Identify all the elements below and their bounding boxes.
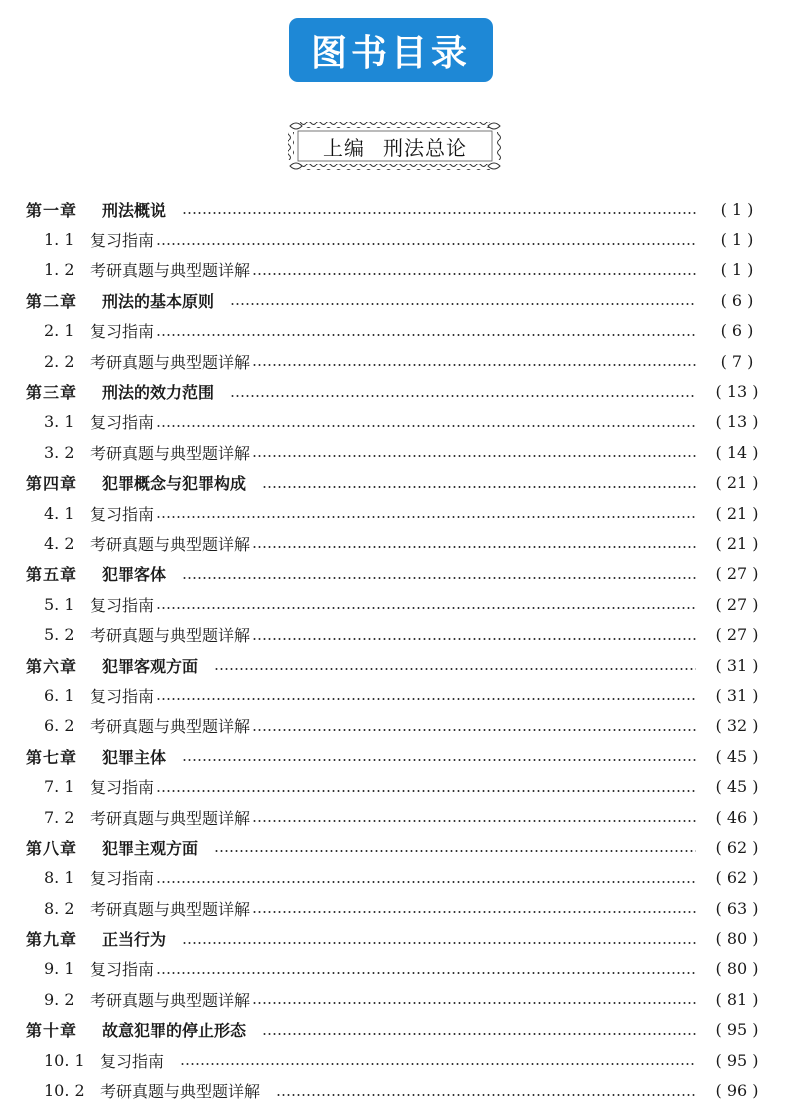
toc-entry-title: 考研真题与典型题详解: [100, 1082, 261, 1102]
toc-entry-number: 1. 1: [44, 230, 75, 250]
dot-leader: [156, 334, 696, 336]
toc-entry-title: 复习指南: [90, 869, 155, 889]
toc-entry-title: 故意犯罪的停止形态: [102, 1021, 247, 1041]
dot-leader: [156, 972, 696, 974]
toc-chapter-row[interactable]: [0, 923, 790, 953]
toc-entry-title: 复习指南: [90, 322, 155, 342]
toc-entry-title: 刑法的基本原则: [102, 291, 215, 311]
toc-section-row[interactable]: [0, 619, 790, 649]
dot-leader: [252, 729, 696, 731]
toc-page-number: ( 7 ): [720, 351, 754, 371]
toc-page-number: ( 96 ): [715, 1081, 759, 1101]
dot-leader: [252, 364, 696, 366]
toc-entry-number: 6. 1: [44, 685, 75, 705]
toc-entry-title: 复习指南: [90, 686, 155, 706]
dot-leader: [182, 759, 696, 761]
part-label: 上编: [323, 135, 365, 160]
toc-section-row[interactable]: [0, 802, 790, 832]
toc-entry-title: 考研真题与典型题详解: [90, 534, 251, 554]
toc-entry-title: 复习指南: [100, 1051, 165, 1071]
toc-page-number: ( 31 ): [715, 655, 759, 675]
part-heading-frame: [286, 120, 504, 172]
toc-chapter-row[interactable]: [0, 285, 790, 315]
toc-page-number: ( 46 ): [715, 807, 759, 827]
toc-entry-number: 1. 2: [44, 260, 75, 280]
toc-page-number: ( 1 ): [720, 230, 754, 250]
toc-page-number: ( 31 ): [715, 685, 759, 705]
dot-leader: [156, 516, 696, 518]
toc-section-row[interactable]: [0, 498, 790, 528]
toc-entry-number: 第一章: [26, 200, 78, 220]
toc-section-row[interactable]: [0, 954, 790, 984]
dot-leader: [182, 212, 696, 214]
toc-entry-title: 犯罪主观方面: [102, 838, 199, 858]
dot-leader: [214, 668, 696, 670]
toc-entry-number: 7. 2: [44, 807, 75, 827]
toc-chapter-row[interactable]: [0, 559, 790, 589]
toc-entry-number: 7. 1: [44, 777, 75, 797]
toc-section-row[interactable]: [0, 863, 790, 893]
toc-chapter-row[interactable]: [0, 650, 790, 680]
toc-page-number: ( 21 ): [715, 503, 759, 523]
toc-entry-title: 犯罪概念与犯罪构成: [102, 474, 247, 494]
toc-entry-number: 5. 2: [44, 625, 75, 645]
toc-entry-number: 4. 2: [44, 533, 75, 553]
part-name: 刑法总论: [383, 135, 467, 160]
toc-entry-number: 10. 1: [44, 1050, 85, 1070]
toc-entry-title: 复习指南: [90, 960, 155, 980]
dot-leader: [230, 395, 696, 397]
dot-leader: [214, 850, 696, 852]
toc-chapter-row[interactable]: [0, 832, 790, 862]
toc-page-number: ( 95 ): [715, 1050, 759, 1070]
toc-page-number: ( 62 ): [715, 868, 759, 888]
dot-leader: [180, 1063, 696, 1065]
toc-page-number: ( 21 ): [715, 473, 759, 493]
dot-leader: [262, 486, 696, 488]
toc-banner: [289, 18, 493, 82]
toc-entry-title: 复习指南: [90, 595, 155, 615]
toc-entry-title: 复习指南: [90, 413, 155, 433]
toc-section-row[interactable]: [0, 771, 790, 801]
banner-title: 图书目录: [310, 32, 471, 74]
toc-entry-title: 复习指南: [90, 504, 155, 524]
toc-entry-title: 考研真题与典型题详解: [90, 808, 251, 828]
toc-entry-number: 5. 1: [44, 594, 75, 614]
toc-entry-number: 2. 1: [44, 321, 75, 341]
dot-leader: [252, 546, 696, 548]
toc-chapter-row[interactable]: [0, 468, 790, 498]
toc-page-number: ( 6 ): [720, 290, 754, 310]
toc-entry-number: 第十章: [26, 1021, 78, 1041]
toc-page-number: ( 21 ): [715, 533, 759, 553]
toc-section-row[interactable]: [0, 589, 790, 619]
dot-leader: [252, 638, 696, 640]
toc-page-number: ( 1 ): [720, 199, 754, 219]
toc-entry-number: 4. 1: [44, 503, 75, 523]
dot-leader: [156, 425, 696, 427]
toc-entry-number: 第九章: [26, 930, 78, 950]
toc-entry-title: 刑法概说: [102, 200, 167, 220]
toc-entry-number: 第七章: [26, 747, 78, 767]
toc-entry-title: 考研真题与典型题详解: [90, 352, 251, 372]
toc-entry-number: 6. 2: [44, 716, 75, 736]
dot-leader: [252, 1002, 696, 1004]
toc-entry-title: 考研真题与典型题详解: [90, 626, 251, 646]
toc-entry-title: 考研真题与典型题详解: [90, 443, 251, 463]
toc-page-number: ( 45 ): [715, 777, 759, 797]
toc-entry-number: 第八章: [26, 838, 78, 858]
toc-page-number: ( 13 ): [715, 412, 759, 432]
dot-leader: [252, 911, 696, 913]
toc-entry-number: 3. 1: [44, 412, 75, 432]
toc-page-number: ( 45 ): [715, 746, 759, 766]
toc-entry-title: 考研真题与典型题详解: [90, 990, 251, 1010]
toc-section-row[interactable]: [0, 255, 790, 285]
toc-page-number: ( 13 ): [715, 382, 759, 402]
toc-section-row[interactable]: [0, 316, 790, 346]
toc-entry-number: 第四章: [26, 474, 78, 494]
dot-leader: [252, 455, 696, 457]
toc-entry-title: 复习指南: [90, 231, 155, 251]
toc-page-number: ( 14 ): [715, 442, 759, 462]
toc-section-row[interactable]: [0, 984, 790, 1014]
toc-section-row[interactable]: [0, 346, 790, 376]
toc-section-row[interactable]: [0, 1045, 790, 1075]
dot-leader: [230, 303, 696, 305]
toc-entry-title: 刑法的效力范围: [102, 383, 215, 403]
toc-page-number: ( 80 ): [715, 929, 759, 949]
toc-page-number: ( 80 ): [715, 959, 759, 979]
toc-section-row[interactable]: [0, 528, 790, 558]
part-title: [286, 120, 504, 172]
toc-page-number: ( 62 ): [715, 837, 759, 857]
toc-entry-title: 复习指南: [90, 778, 155, 798]
toc-section-row[interactable]: [0, 893, 790, 923]
toc-chapter-row[interactable]: [0, 1015, 790, 1045]
toc-entry-number: 2. 2: [44, 351, 75, 371]
toc-page-number: ( 27 ): [715, 594, 759, 614]
toc-page-number: ( 1 ): [720, 260, 754, 280]
toc-entry-number: 第六章: [26, 656, 78, 676]
toc-page-number: ( 32 ): [715, 716, 759, 736]
toc-entry-number: 第三章: [26, 383, 78, 403]
toc-entry-number: 第五章: [26, 565, 78, 585]
toc-page-number: ( 81 ): [715, 989, 759, 1009]
toc-entry-number: 3. 2: [44, 442, 75, 462]
dot-leader: [252, 273, 696, 275]
dot-leader: [182, 577, 696, 579]
toc-page-number: ( 95 ): [715, 1020, 759, 1040]
toc-entry-title: 正当行为: [102, 930, 167, 950]
toc-entry-number: 第二章: [26, 291, 78, 311]
toc-entry-number: 8. 2: [44, 898, 75, 918]
dot-leader: [182, 942, 696, 944]
dot-leader: [156, 790, 696, 792]
toc-chapter-row[interactable]: [0, 194, 790, 224]
toc-section-row[interactable]: [0, 224, 790, 254]
toc-page-number: ( 6 ): [720, 321, 754, 341]
toc-entry-number: 10. 2: [44, 1081, 85, 1101]
dot-leader: [252, 820, 696, 822]
toc-entry-title: 考研真题与典型题详解: [90, 899, 251, 919]
dot-leader: [156, 881, 696, 883]
toc-entry-number: 9. 1: [44, 959, 75, 979]
toc-entry-number: 9. 2: [44, 989, 75, 1009]
toc-page-number: ( 27 ): [715, 564, 759, 584]
toc-section-row[interactable]: [0, 711, 790, 741]
dot-leader: [262, 1033, 696, 1035]
dot-leader: [156, 243, 696, 245]
toc-section-row[interactable]: [0, 407, 790, 437]
toc-entry-title: 犯罪客观方面: [102, 656, 199, 676]
dot-leader: [276, 1094, 696, 1096]
toc-page-number: ( 63 ): [715, 898, 759, 918]
toc-entry-number: 8. 1: [44, 868, 75, 888]
table-of-contents: [0, 194, 790, 1106]
toc-entry-title: 犯罪客体: [102, 565, 167, 585]
toc-section-row[interactable]: [0, 1075, 790, 1105]
toc-chapter-row[interactable]: [0, 741, 790, 771]
toc-entry-title: 考研真题与典型题详解: [90, 261, 251, 281]
toc-entry-title: 考研真题与典型题详解: [90, 717, 251, 737]
toc-page-number: ( 27 ): [715, 625, 759, 645]
dot-leader: [156, 607, 696, 609]
toc-chapter-row[interactable]: [0, 376, 790, 406]
dot-leader: [156, 698, 696, 700]
toc-entry-title: 犯罪主体: [102, 747, 167, 767]
toc-section-row[interactable]: [0, 680, 790, 710]
toc-section-row[interactable]: [0, 437, 790, 467]
